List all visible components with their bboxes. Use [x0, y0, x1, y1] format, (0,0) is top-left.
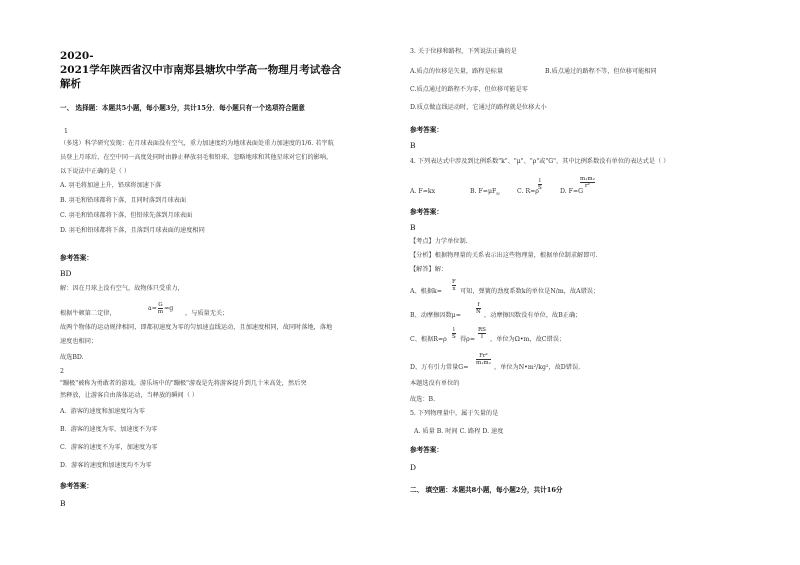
q4-fenxi: 【分析】根据物理量的关系表示出这些物理量，根据单位制求解即可. [410, 252, 598, 259]
q4-expl-b: B、动摩擦因数μ= [410, 312, 461, 319]
q1-stem-line: 以下说法中正确的是（ ） [60, 168, 131, 175]
q2-stem-line: "蹦极"被称为勇敢者的游戏。游乐场中的"蹦极"游戏是先将游客提升到几十米高处，然后突 [60, 380, 307, 387]
q2-option: D．游客的速度和加速度均不为零 [60, 462, 152, 469]
q3-option-a: A.质点的位移是矢量，路程是标量 [410, 68, 504, 75]
q4-expl-a-text: 可知，弹簧的劲度系数k的单位是N/m，故A错误； [460, 288, 600, 295]
q1-stem-line: 员登上月球后，在空中同一高度处同时由静止释放羽毛和铅球，忽略地球和其他星球对它们的影响， [60, 154, 333, 161]
q1-answer-label: 参考答案： [60, 254, 93, 262]
q4-expl-d: D、万有引力常量G= [410, 364, 469, 371]
q2-answer: B [60, 499, 66, 508]
q4-option-a: A. F=kx [410, 188, 436, 195]
q4-summary: 本题选没有单位的 [410, 380, 460, 387]
q2-answer-label: 参考答案： [60, 482, 93, 490]
q3-stem: 3. 关于位移和路程，下列说法正确的是 [410, 48, 517, 55]
q4-expl-c: C、根据R=ρ [410, 336, 447, 343]
q2-option: C．游客的速度不为零，加速度为零 [60, 444, 158, 451]
q4-expl-b-fraction: f N [476, 302, 481, 315]
q1-explanation: 速度也相同； [60, 338, 98, 345]
q3-option-b: B.质点通过的路程不等，但位移可能相同 [545, 68, 657, 75]
q4-option-b: B. $F=\mu F_N$ [470, 188, 500, 197]
q2-stem-line: 然释放，让游客自由落体运动，当释放的瞬间（ ） [60, 392, 199, 399]
q5-options: A. 质量 B. 时间 C. 路程 D. 速度 [414, 428, 504, 435]
q4-expl-c-mid: 得ρ= [460, 336, 476, 343]
q4-answer: B [410, 223, 416, 232]
q1-option: C. 羽毛和铅球都将下落，但铅球先落到月球表面 [60, 212, 193, 219]
q4-expl-b-text: ，动摩擦因数没有单位，故B正确； [484, 312, 582, 319]
q4-expl-d-fraction: Fr² m₁m₂ [476, 353, 491, 366]
q1-option: B. 羽毛和铅球都将下落，且同时落到月球表面 [60, 197, 187, 204]
q4-option-d-fraction: m₁m₂ r² [580, 176, 595, 189]
q4-stem: 4. 下列表达式中涉及到比例系数"k"、"μ"、"ρ"或"G"，其中比例系数没有单位的表达式是（ ） [410, 158, 670, 165]
q1-explanation: 解：因在月球上没有空气，故物体只受重力， [60, 285, 184, 292]
q1-stem-line: （多选）科学研究发现：在月球表面没有空气，重力加速度约为地球表面处重力加速度的1/6. 若宇航 [60, 140, 334, 147]
q2-number: 2 [60, 368, 64, 375]
q4-option-c: C. R=ρ [517, 188, 539, 195]
q3-answer-label: 参考答案： [410, 126, 443, 134]
section-heading-fill: 二、 填空题：本题共8小题，每小题2分，共计16分 [410, 486, 563, 494]
q3-option-d: D.质点做直线运动时，它通过的路程就是位移大小 [410, 104, 547, 111]
doc-title-line2: 2021学年陕西省汉中市南郑县塘坎中学高一物理月考试卷含 [60, 64, 342, 76]
q3-answer: B [410, 141, 416, 150]
q1-explanation: ，与质量无关； [185, 310, 229, 317]
q5-stem: 5. 下列物理量中，属于矢量的是 [410, 410, 499, 417]
q2-option: B．游客的速度为零，加速度不为零 [60, 426, 158, 433]
q5-answer: D [410, 463, 417, 472]
q1-option: D. 羽毛和铅球都将下落，且落到月球表面的速度相同 [60, 227, 205, 234]
q4-expl-a-fraction: F x [452, 279, 456, 292]
q4-expl-c-text: ，单位为Ω•m，故C错误； [490, 336, 566, 343]
q4-jieda: 【解答】解： [410, 266, 448, 273]
q4-expl-c-fraction2: RS l [478, 327, 486, 340]
q4-expl-c-fraction: l S [452, 327, 456, 340]
q1-explanation: 故选BD. [60, 354, 84, 361]
q2-option: A．游客的速度和加速度均为零 [60, 408, 145, 415]
newton-law-formula: a= $\frac{G}{m}$ =g [148, 302, 174, 315]
q4-option-c-fraction: l S [538, 178, 542, 191]
q4-answer-label: 参考答案： [410, 208, 443, 216]
section-heading-choice: 一、 选择题：本题共5小题，每小题3分，共计15分．每小题只有一个选项符合题意 [60, 104, 305, 112]
q3-option-c: C.质点通过的路程不为零，但位移可能是零 [410, 86, 528, 93]
doc-title-line3: 解析 [60, 78, 81, 90]
doc-title-line1: 2020- [60, 50, 94, 62]
q5-answer-label: 参考答案： [410, 446, 443, 454]
q4-expl-d-text: ，单位为N•m²/kg²，故D错误. [494, 364, 581, 371]
q4-kaodian: 【考点】力学单位制. [410, 238, 468, 245]
q1-option: A. 羽毛将加速上升，铅球将加速下落 [60, 182, 162, 189]
q1-number: 1 [64, 128, 68, 135]
q4-choice: 故选：B. [410, 396, 436, 403]
q1-explanation: 根据牛顿第二定律， [60, 310, 116, 317]
q4-option-d: D. F=G [560, 188, 584, 195]
q1-answer: BD [60, 269, 72, 278]
q1-explanation: 故两个物体的运动规律相同，即都初速度为零的匀加速直线运动，且加速度相同，故同时落地，落地 [60, 324, 333, 331]
q4-expl-a: A、根据k= [410, 288, 442, 295]
